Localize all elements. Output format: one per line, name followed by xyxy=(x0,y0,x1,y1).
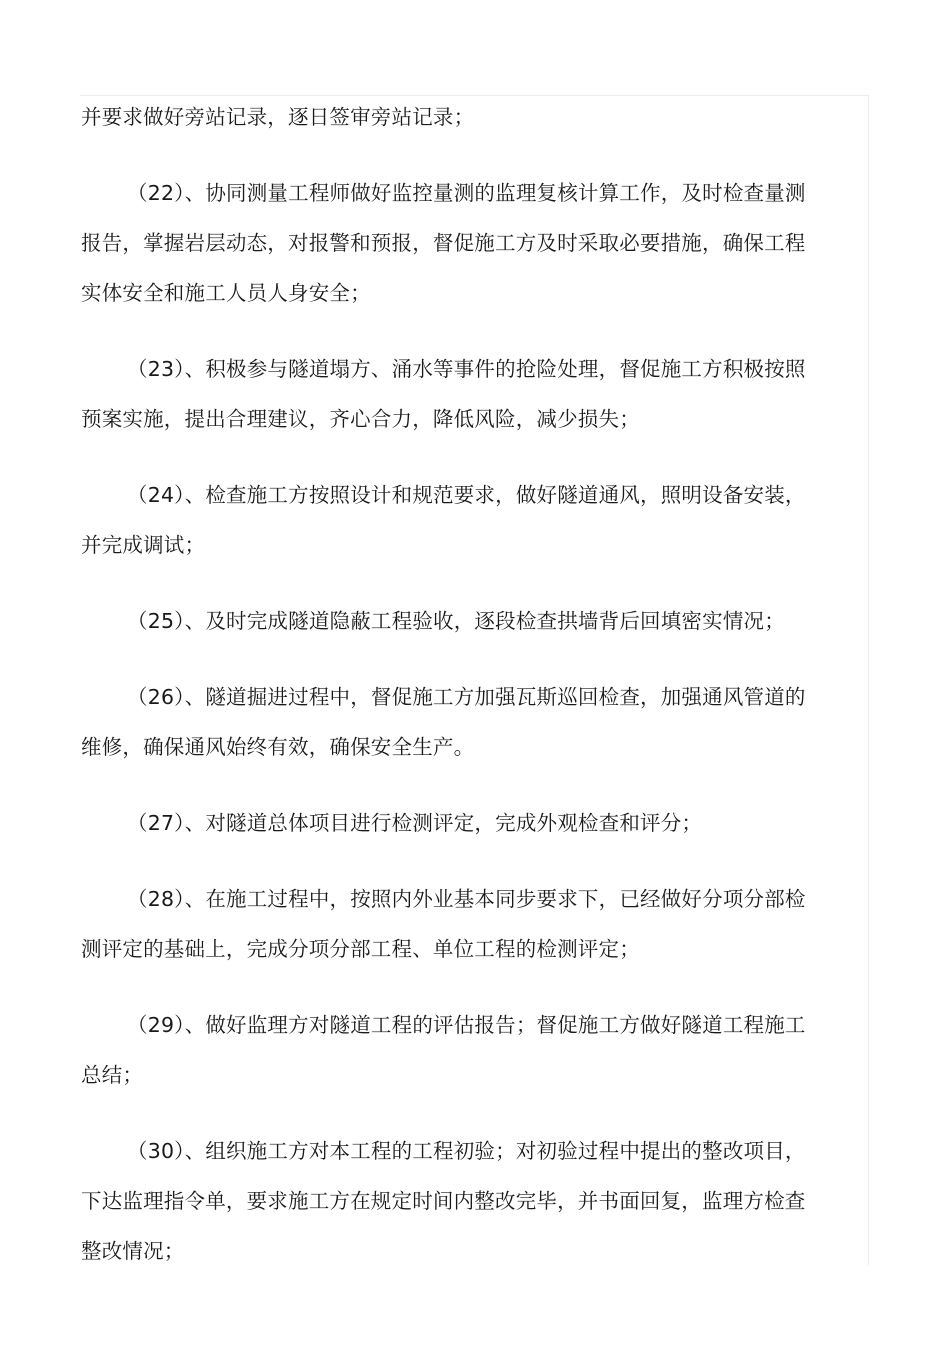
text-line: 下达监理指令单，要求施工方在规定时间内整改完毕，并书面回复，监理方检查 xyxy=(81,1189,806,1213)
text-line: （29）、做好监理方对隧道工程的评估报告；督促施工方做好隧道工程施工 xyxy=(127,1013,806,1037)
text-line: 测评定的基础上，完成分项分部工程、单位工程的检测评定； xyxy=(81,937,640,961)
paragraph-item-25 xyxy=(81,604,821,654)
document-body xyxy=(81,100,821,1284)
text-line: 报告，掌握岩层动态，对报警和预报，督促施工方及时采取必要措施，确保工程 xyxy=(81,231,806,255)
paragraph-item-26 xyxy=(81,680,821,780)
text-line: 并完成调试； xyxy=(81,533,206,557)
text-line: （30）、组织施工方对本工程的工程初验；对初验过程中提出的整改项目， xyxy=(127,1139,806,1163)
paragraph-item-22 xyxy=(81,176,821,326)
text-line: 实体安全和施工人员人身安全； xyxy=(81,281,371,305)
text-line: （28）、在施工过程中，按照内外业基本同步要求下，已经做好分项分部检 xyxy=(127,887,806,911)
text-line: （23）、积极参与隧道塌方、涌水等事件的抢险处理，督促施工方积极按照 xyxy=(127,357,806,381)
text-line: 维修，确保通风始终有效，确保安全生产。 xyxy=(81,735,475,759)
text-line: 整改情况； xyxy=(81,1239,185,1263)
text-line: （26）、隧道掘进过程中，督促施工方加强瓦斯巡回检查，加强通风管道的 xyxy=(127,685,806,709)
text-line: （22）、协同测量工程师做好监控量测的监理复核计算工作，及时检查量测 xyxy=(127,181,806,205)
text-line: （24）、检查施工方按照设计和规范要求，做好隧道通风，照明设备安装， xyxy=(127,483,806,507)
paragraph-item-29 xyxy=(81,1008,821,1108)
paragraph-item-30 xyxy=(81,1134,821,1284)
text-line: 总结； xyxy=(81,1063,144,1087)
text-line: 预案实施，提出合理建议，齐心合力，降低风险，减少损失； xyxy=(81,407,640,431)
paragraph-item-24 xyxy=(81,478,821,578)
paragraph-item-23 xyxy=(81,352,821,452)
paragraph-continuation xyxy=(81,100,821,150)
text-line: （25）、及时完成隧道隐蔽工程验收，逐段检查拱墙背后回填密实情况； xyxy=(127,609,785,633)
paragraph-item-27 xyxy=(81,806,821,856)
text-line: （27）、对隧道总体项目进行检测评定，完成外观检查和评分； xyxy=(127,811,703,835)
paragraph-item-28 xyxy=(81,882,821,982)
text-line: 并要求做好旁站记录，逐日签审旁站记录； xyxy=(81,105,475,129)
